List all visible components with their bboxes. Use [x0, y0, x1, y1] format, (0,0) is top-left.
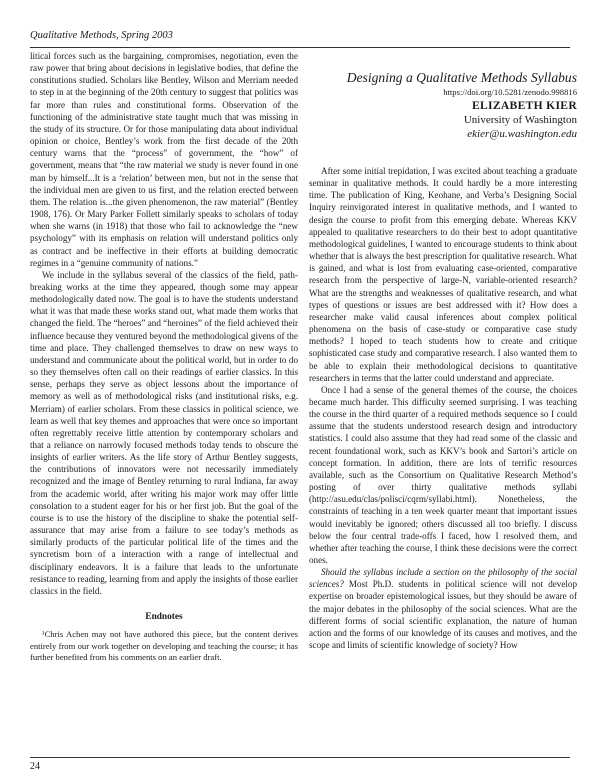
left-column [30, 50, 298, 664]
article-title: Designing a Qualitative Methods Syllabus [346, 70, 577, 85]
running-head: Qualitative Methods, Spring 2003 [30, 30, 173, 41]
header-rule [30, 47, 570, 48]
body-paragraph [309, 566, 577, 651]
body-paragraph: We include in the syllabus several of the classics of the field, path-breaking works at the time they appeared, though some may appear methodologically dated now. The goal is to have the students understand what it was that made these works stand out, what made them works that changed the field. The “heroes” and “heroines” of the field achieved their influence because they ventured beyond the methodological givens of the time and place. They challenged themselves to draw on new ways to understand and communicate about the political world, but in order to do so they themselves often call on their readings of earlier classics. In this sense, perhaps they serve as object lessons about the importance of memory as well as of methodological risks (and institutional risks, e.g. Merriam) of earlier scholars. From these classics in political science, we learn as well that key themes and approaches that were once so important often regrettably receive little attention by contemporary scholars and that a reliance on narrowly focused methods today tends to obscure the insights of earlier writers. As the life story of Arthur Bentley suggests, the contributions of innovators were not necessarily immediately recognized and the image of Bentley returning to rural Indiana, far away from the academic world, after writing his major work may offer little consolation to a student eager for his or her first job. But the goal of the course is to use the history of the discipline to shake the potential self-assurance that may arise from a failure to see today’s methods as similarly products of the particular political life of the times and the syncretism born of a interaction with a range of intellectual and disciplinary endeavors. It is a failure that leads to the unfortunate resistance to reading, learning from and apply the insights of those earlier classics in the field. [30, 269, 298, 596]
paragraph-text: Most Ph.D. students in political science will not develop expertise on broader epistemological issues, but they should be aware of the major debates in the philosophy of the social sciences. What are the different forms of social scientific explanation, the nature of human action and the forms of our knowledge of its causes and motives, and the scope and limits of scientific knowledge of society? How [309, 579, 577, 651]
article-doi: https://doi.org/10.5281/zenodo.998816 [443, 87, 577, 97]
right-column [309, 50, 577, 651]
endnotes-heading: Endnotes [145, 612, 183, 623]
body-paragraph: litical forces such as the bargaining, compromises, negotiation, even the raw power that bring about decisions in legislative bodies, that define the constitutions studied. Scholars like Bentley, Wilson and Merriam needed to step in at the beginning of the 20th century to suggest that politics was far more than rules and constitutional forms. Observation of the functioning of the administrative state taught much that was missing in the study of its structure. Or for those manipulating data about individual opinion or choice, Bentley’s work from the first decade of the 20th century warns that the “process” of government, the “how” of government, means that “the raw material we study is never found in one man by himself...It is a ‘relation’ between men, but not in the sense that the individual men are given to us first, and the relation erected between them. The relation is...the given phenomenon, the raw material” (Bentley 1908, 176). Or Mary Parker Follett similarly speaks to scholars of today when she warns (in 1918) that those who fail to acknowledge the “new psychology” with its emphasis on relation will understand politics only as contract and be ineffective in their efforts at building democratic regimes in a “genuine community of nations.” [30, 51, 298, 268]
section-question: Should the syllabus include a section on the philosophy of the social sciences? [309, 567, 577, 590]
body-paragraph: Once I had a sense of the general themes of the course, the choices became much harder. This difficulty seemed surprising. I was teaching the course in the third quarter of a required methods sequence so I could assume that the students understood research design and introductory statistics. I could also assume that they had read some of the classic and recent foundational work, such as KKV’s book and Sartori’s article on concept formation. In addition, there are lots of terrific resources available, such as the Consortium on Qualitative Research Method’s posting of over thirty qualitative methods syllabi (http://asu.edu/clas/polisci/cqrm/syllabi.html). Nonetheless, the constraints of teaching in a ten week quarter meant that important issues would inevitably be ignored; others discussed all too briefly. I discuss below the four central trade-offs I faced, how I resolved them, and whether after teaching the course, I think these decisions were the correct ones. [309, 384, 577, 565]
author-affiliation: University of Washington [463, 114, 577, 126]
footer-rule [30, 757, 570, 758]
body-paragraph: After some initial trepidation, I was excited about teaching a graduate seminar in qualitative methods. It could hardly be a more interesting time. The publication of King, Keohane, and Verba’s Designing Social Inquiry reinvigorated interest in qualitative methods, and I wanted to design the course to profit from this emerging debate. Whereas KKV appealed to qualitative researchers to do their best to adopt quantitative methodological guidelines, I wanted to encourage students to think about whether that is always the best prescription for qualitative research. What is gained, and what is lost from evaluating case-oriented, comparative research from the perspective of large-N, variable-oriented research? What are the strengths and weaknesses of qualitative research, and what types of questions or issues are best addressed with it? How does a researcher make valid causal inferences about complex political phenomena on the basis of case-study or comparative case study methods? I hoped to teach students how to create and critique sophisticated case study and comparative research. I also wanted them to be able to explain their methodological decisions to quantitative researchers in terms that the latter could understand and appreciate. [309, 166, 577, 383]
endnote: ¹Chris Achen may not have authored this piece, but the content derives entirely from our work together on developing and teaching the course; it has further benefited from his comments on an earlier draft. [30, 629, 298, 663]
author-name: ELIZABETH KIER [471, 99, 577, 112]
article-header [309, 70, 577, 141]
article-body [309, 165, 577, 651]
page-number: 24 [30, 761, 40, 772]
author-email: ekier@u.washington.edu [467, 128, 577, 140]
